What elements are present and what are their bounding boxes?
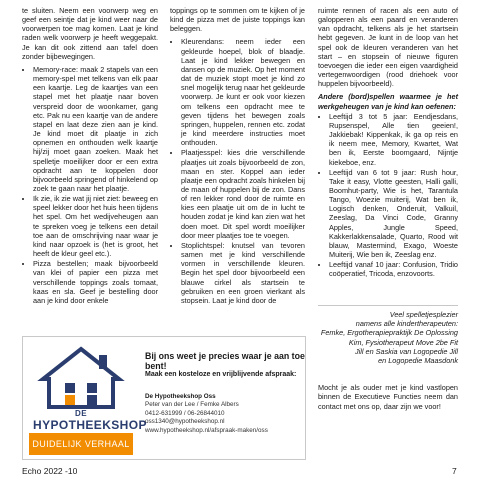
text-column-1 — [22, 6, 158, 306]
hypotheekshop-advertisement[interactable] — [22, 336, 306, 460]
column-1-intro: te sluiten. Neem een voorwerp weg en geef een seintje dat je kind weer naar de voorwerpen toe mag komen. Laat je kind raden welk voorwerp je heeft weggepakt. Je kan dit ook zittend aan tafel doen zonder bijbewegingen. — [22, 6, 158, 61]
text-column-3 — [318, 6, 458, 280]
logo-text-de: DE — [74, 409, 88, 418]
logo-wordmark — [33, 409, 147, 432]
credit-line: Jill en Saskia van Logopedie Jill — [354, 346, 458, 356]
divider — [318, 305, 458, 306]
list-item: • Leeftijd van 6 tot 9 jaar: Rush hour, Take it easy, Vlotte geesten, Halli galli, Boomhut-party, Wie is het, Tarantula Tango, Woezie muiterij, Wat ben ik, Logisch denken, Onderuit, Valkuil, Zeeslag, Da Vinci Code, Granny Apples, Jungle Speed, Kakkerlakkensalade, Quarto, Rood wit blauw, Mastermind, Exago, Woeste Muiterij, Wie ben ik, Zeeslag enz. — [329, 168, 458, 260]
games-list — [318, 112, 458, 279]
column-3-intro: ruimte rennen of racen als een auto of galopperen als een paard en veranderen van opdracht, telkens als je het startsein hebt gegeven. Je kunt in de loop van het spel ook de kleuren veranderen van het start – en stopsein of nieuwe figuren toevoegen die ieder een eigen vaardigheid vertegenwoordigen (rood driehoek voor huppelen bijvoorbeeld). — [318, 6, 458, 89]
signature-block — [318, 310, 458, 365]
games-heading: Andere (bord)spellen waarmee je het werkgeheugen van je kind kan oefenen: — [318, 92, 458, 111]
page-number: 7 — [452, 466, 457, 476]
column-1-list — [22, 65, 158, 305]
credit-line: namens alle kindertherapeuten: — [355, 319, 458, 329]
ad-contact-names: Peter van der Lee / Femke Albers — [145, 401, 239, 409]
column-2-intro: toppings op te sommen om te kijken of je kind de pizza met de juiste toppings kan beleggen. — [170, 6, 305, 34]
logo-tagline-band: DUIDELIJK VERHAAL — [29, 433, 133, 455]
ad-company-name: De Hypotheekshop Oss — [145, 393, 216, 400]
list-item: • Plaatjesspel: kies drie verschillende plaatjes uit zoals bijvoorbeeld de zon, maan en ster. Koppel aan ieder plaatje een opdracht zoals hinkelen bij de maan of huppelen bij de zon. Dans of ren lekker rond door de ruimte en kies een plaatje uit om de in lucht te houden zodat je kind kan zien wat het doen moet. Dit spel wordt moeilijker door meer plaatjes toe te voegen. — [181, 148, 305, 240]
list-item: • Leeftijd vanaf 10 jaar: Confusion, Tridio coöperatief, Tricoda, enzovoorts. — [329, 260, 458, 278]
ad-website-link[interactable]: www.hypotheekshop.nl/afspraak-maken/oss — [145, 426, 268, 434]
text-column-2 — [170, 6, 305, 306]
list-item: • Pizza bestellen; maak bijvoorbeeld van klei of papier een pizza met verschillende toppings zoals tomaat, kaas en sla. Geef je bestelling door aan je kind door enkele — [33, 259, 158, 305]
list-item: • Ik zie, ik zie wat jij niet ziet: beweeg en speel lekker door het huis heen tijdens het spel. Om het wedijveheugen aan te spreken voeg je telkens een detail toe aan de omschrijving naar waar je kind naar opzoek is (het is groot, het heeft de kleur geel etc.). — [33, 194, 158, 258]
list-item: • Kleurendans: neem ieder een gekleurde hoepel, blok of blaadje. Laat je kind lekker bewegen en dansen op de muziek. Op het moment dat de muziek stopt moet je kind zo snel mogelijk terug naar het gekleurde voorwerp. Je kunt er ook voor kiezen om telkens een opdracht mee te geven tijdens het bewegen zoals springen, huppelen, rennen etc. zodat je kind meerdere instructies moet onthouden. — [181, 37, 305, 147]
house-logo-icon — [29, 343, 133, 409]
list-item: • Leeftijd 3 tot 5 jaar: Eendjesdans, Rupsenspel, Alle tien geeien!, Jakkiebak! Kippenkak, ik ga op reis en ik neem mee, Memory, Kwartet, Wat ben ik, Eerste boomgaard, Nijntje kiekeboe, enz. — [329, 112, 458, 167]
credit-line: en Logopedie Maasdonk — [378, 356, 458, 366]
ad-contact-block — [145, 393, 268, 435]
ad-phone-numbers: 0412-631999 / 06-26844010 — [145, 409, 225, 417]
credit-line: Femke, Ergotherapiepraktijk De Oplossing — [320, 328, 458, 338]
ad-headline: Bij ons weet je precies waar je aan toe bent! — [145, 351, 305, 371]
ad-email-link[interactable]: oss1340@hypotheekshop.nl — [145, 418, 225, 426]
hypotheekshop-logo — [29, 343, 147, 451]
issue-label: Echo 2022 -10 — [22, 466, 78, 476]
ad-subline: Maak een kosteloze en vrijblijvende afspraak: — [145, 371, 297, 378]
list-item: • Stoplichtspel: knutsel van tevoren samen met je kind verschillende vormen in verschillende kleuren. Begin het spel door bijvoorbeeld een blauwe cirkel als startsein te gebruiken en een groen vierkant als stopsein. Laat je kind door de — [181, 241, 305, 305]
closing-paragraph: Mocht je als ouder met je kind vastlopen binnen de Executieve Functies neem dan contact met ons op, daar zijn we voor! — [318, 383, 458, 411]
credit-line: Veel spelletjesplezier — [389, 310, 458, 319]
credit-line: Kim, Fysiotherapeut Move 2be Fit — [348, 337, 458, 347]
column-2-list — [170, 37, 305, 305]
logo-text-hypotheekshop: HYPOTHEEKSHOP — [33, 418, 147, 432]
list-item: • Memory-race: maak 2 stapels van een memory-spel met telkens van elk paar een kaartje. Leg de kaartjes van een stapel met het plaatje naar boven verspreid door de woonkamer, gang etc. Pak nu een kaartje van de andere stapel en laat deze zien aan je kind. Je kind moet dit plaatje in zich opnemen en onthouden welk kaartje hij/zij moet gaan zoeken. Maak het spelletje moeilijker door er een extra opdracht aan te koppelen door bijvoorbeeld springend of hinkelend op zoek te gaan naar het plaatje. — [33, 65, 158, 193]
